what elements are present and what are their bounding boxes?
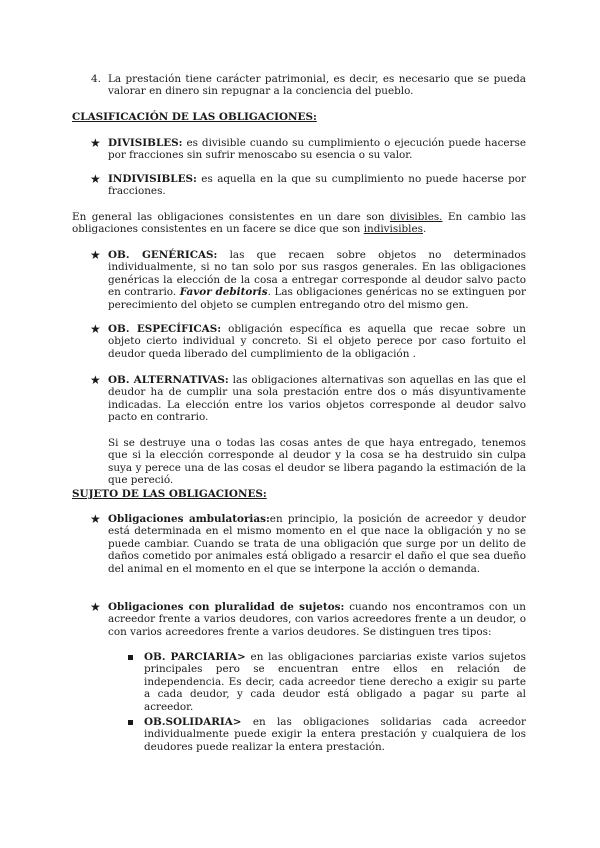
alternativas-text-2: Si se destruye una o todas las cosas antes de que haya entregado, tenemos que si la elección corresponde al deudor y la cosa se ha destruido sin culpa suya y perece una de las cosas el deudor se libera pagando la estimación de la que pereció. — [108, 437, 526, 487]
divisibles-item — [108, 137, 526, 162]
ambulatorias-item — [108, 513, 526, 575]
parciaria-term: OB. PARCIARIA> — [144, 651, 246, 663]
genericas-text: las que recaen sobre objetos no determinados individualmente, si no tan solo por sus rasgos generales. En las obligaciones genéricas la elección de la cosa a entregar corresponde al deudor salvo pacto en contrario. — [108, 249, 526, 299]
square-bullet-icon — [128, 720, 133, 725]
divisibles-term: DIVISIBLES: — [108, 137, 183, 149]
especificas-text: obligación específica es aquella que recae sobre un objeto cierto individual y concreto. Si el objeto perece por caso fortuito el deudor queda liberado del cumplimiento de la obligación . — [108, 323, 527, 360]
genericas-term: OB. GENÉRICAS: — [108, 249, 218, 261]
solidaria-item — [144, 716, 526, 753]
star-bullet-icon: ★ — [90, 322, 101, 336]
genericas-text-2: . Las obligaciones genéricas no se extinguen por perecimiento del objeto se cumplen entregando otro del mismo gen. — [108, 286, 526, 311]
item4-text: La prestación tiene carácter patrimonial, es decir, es necesario que se pueda valorar en dinero sin repugnar a la conciencia del pueblo. — [108, 73, 526, 98]
star-bullet-icon: ★ — [90, 600, 101, 614]
alternativas-term: OB. ALTERNATIVAS: — [108, 374, 229, 386]
general-text-3: . — [422, 223, 427, 236]
pluralidad-text: cuando nos encontramos con un acreedor frente a varios deudores, con varios acreedores frente a un deudor, o con varios acreedores frente a varios deudores. Se distinguen tres tipos: — [108, 601, 526, 638]
square-bullet-icon — [128, 655, 133, 660]
indivisibles-underlined: indivisibles — [363, 223, 423, 236]
genericas-item — [108, 249, 526, 311]
alternativas-text: las obligaciones alternativas son aquellas en las que el deudor ha de cumplir una sola prestación entre dos o más disyuntivamente indicadas. La elección entre los varios objetos corresponde al deudor salvo pacto en contrario. — [108, 374, 526, 424]
parciaria-item — [144, 651, 526, 713]
ambulatorias-text: en principio, la posición de acreedor y deudor está determinada en el mismo momento en el que nace la obligación y no se puede cambiar. Cuando se trata de una obligación que surge por un delito de daños cometido por animales está obligado a resarcir el daño el que sea dueño del animal en el momento en el que se interpone la acción o demanda. — [108, 513, 527, 575]
ambulatorias-term: Obligaciones ambulatorias: — [108, 513, 270, 525]
parciaria-text: en las obligaciones parciarias existe varios sujetos principales pero se encuentran entre ellos en relación de independencia. Es decir, cada acreedor tiene derecho a exigir su parte a cada deudor, y cada deudor está obligado a pagar su parte al acreedor. — [144, 651, 526, 713]
list-number — [91, 73, 101, 85]
solidaria-term: OB.SOLIDARIA> — [144, 716, 242, 728]
divisibles-underlined: divisibles. — [389, 211, 443, 223]
heading-text: CLASIFICACIÓN DE LAS OBLIGACIONES: — [72, 111, 317, 123]
general-text-1: En general las obligaciones consistentes en un dare son — [72, 211, 390, 223]
favor-debitoris: Favor debitoris — [179, 286, 268, 299]
alternativas-paragraph-2 — [108, 437, 526, 487]
solidaria-text: en las obligaciones solidarias cada acreedor individualmente puede exigir la entera prestación y cualquiera de los deudores puede realizar la entera prestación. — [144, 716, 526, 753]
star-bullet-icon: ★ — [90, 512, 101, 526]
star-bullet-icon: ★ — [90, 172, 101, 186]
heading-text: SUJETO DE LAS OBLIGACIONES: — [72, 488, 267, 500]
star-bullet-icon: ★ — [90, 136, 101, 150]
pluralidad-term: Obligaciones con pluralidad de sujetos: — [108, 601, 345, 613]
star-bullet-icon: ★ — [90, 248, 101, 262]
section-heading-sujeto — [72, 488, 267, 500]
indivisibles-text: es aquella en la que su cumplimiento no puede hacerse por fracciones. — [108, 173, 526, 198]
general-text-2: En cambio las obligaciones consistentes en un facere se dice que son — [72, 211, 526, 236]
divisibles-text: es divisible cuando su cumplimiento o ejecución puede hacerse por fracciones sin sufrir menoscabo su esencia o su valor. — [108, 137, 526, 162]
item4-paragraph — [108, 73, 526, 98]
especificas-term: OB. ESPECÍFICAS: — [108, 323, 222, 335]
item-number: 4. — [91, 73, 101, 85]
pluralidad-item — [108, 601, 526, 638]
star-bullet-icon: ★ — [90, 373, 101, 387]
alternativas-item — [108, 374, 526, 424]
indivisibles-item — [108, 173, 526, 198]
indivisibles-term: INDIVISIBLES: — [108, 173, 197, 185]
section-heading-clasificacion — [72, 111, 317, 123]
especificas-item — [108, 323, 526, 360]
general-paragraph — [72, 211, 526, 236]
